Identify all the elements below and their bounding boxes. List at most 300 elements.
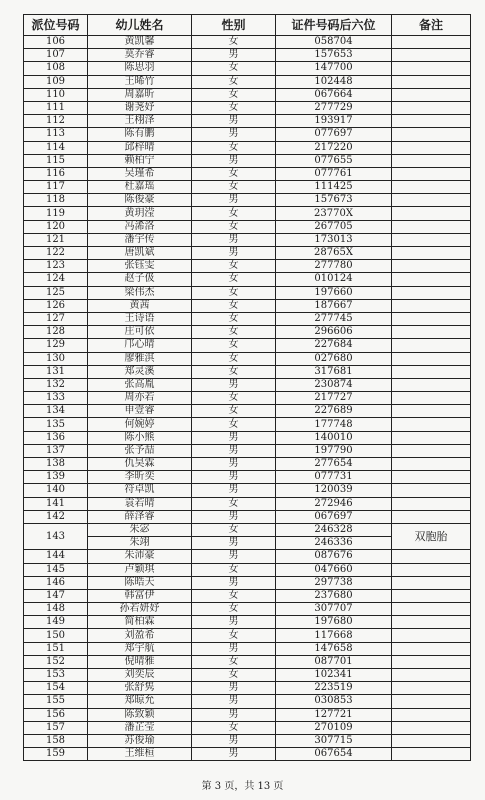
table-row <box>24 194 471 207</box>
gender: 女 <box>192 101 276 114</box>
id-last-six: 077731 <box>276 471 392 484</box>
gender: 男 <box>192 576 276 589</box>
table-row <box>24 207 471 220</box>
table-row <box>24 642 471 655</box>
lottery-number: 140 <box>24 484 88 497</box>
remark <box>392 616 471 629</box>
remark <box>392 629 471 642</box>
table-row <box>24 365 471 378</box>
remark <box>392 194 471 207</box>
remark <box>392 748 471 761</box>
gender: 男 <box>192 458 276 471</box>
gender: 男 <box>192 247 276 260</box>
remark <box>392 273 471 286</box>
id-last-six: 23770X <box>276 207 392 220</box>
remark <box>392 471 471 484</box>
remark <box>392 431 471 444</box>
id-last-six: 177748 <box>276 418 392 431</box>
remark <box>392 352 471 365</box>
id-last-six: 277780 <box>276 260 392 273</box>
id-last-six: 277745 <box>276 312 392 325</box>
child-name: 王维桓 <box>88 748 192 761</box>
child-name: 黄凯馨 <box>88 36 192 49</box>
child-name: 韩富伊 <box>88 589 192 602</box>
gender: 男 <box>192 550 276 563</box>
gender: 女 <box>192 207 276 220</box>
remark <box>392 563 471 576</box>
child-name: 卢颖琪 <box>88 563 192 576</box>
lottery-number: 109 <box>24 75 88 88</box>
lottery-number: 138 <box>24 458 88 471</box>
table-header-row <box>24 15 471 36</box>
table-row <box>24 563 471 576</box>
table-row <box>24 471 471 484</box>
lottery-number: 111 <box>24 101 88 114</box>
id-last-six: 120039 <box>276 484 392 497</box>
id-last-six: 030853 <box>276 695 392 708</box>
table-row <box>24 431 471 444</box>
table-row <box>24 550 471 563</box>
child-name: 陈有鹏 <box>88 128 192 141</box>
gender: 女 <box>192 523 276 536</box>
id-last-six: 28765X <box>276 247 392 260</box>
id-last-six: 197680 <box>276 616 392 629</box>
table-row <box>24 444 471 457</box>
remark <box>392 260 471 273</box>
id-last-six: 246336 <box>276 537 392 550</box>
table-row <box>24 233 471 246</box>
remark <box>392 576 471 589</box>
lottery-number: 128 <box>24 326 88 339</box>
gender: 女 <box>192 220 276 233</box>
lottery-number: 148 <box>24 603 88 616</box>
remark <box>392 115 471 128</box>
id-last-six: 058704 <box>276 36 392 49</box>
lottery-number: 122 <box>24 247 88 260</box>
id-last-six: 102448 <box>276 75 392 88</box>
gender: 女 <box>192 273 276 286</box>
child-name: 薛泽睿 <box>88 510 192 523</box>
id-last-six: 173013 <box>276 233 392 246</box>
lottery-number: 115 <box>24 154 88 167</box>
child-name: 郑灵溪 <box>88 365 192 378</box>
remark <box>392 405 471 418</box>
id-last-six: 111425 <box>276 181 392 194</box>
remark <box>392 36 471 49</box>
child-name: 陈致颖 <box>88 708 192 721</box>
table-row <box>24 312 471 325</box>
table-row <box>24 616 471 629</box>
gender: 女 <box>192 563 276 576</box>
header-remarks: 备注 <box>392 15 471 36</box>
lottery-number: 129 <box>24 339 88 352</box>
remark <box>392 247 471 260</box>
lottery-number: 114 <box>24 141 88 154</box>
lottery-number: 121 <box>24 233 88 246</box>
page-footer: 第 3 页，共 13 页 <box>201 781 284 792</box>
table-row <box>24 748 471 761</box>
child-name: 邱梓晴 <box>88 141 192 154</box>
table-row <box>24 286 471 299</box>
gender: 女 <box>192 62 276 75</box>
child-name: 李昕奕 <box>88 471 192 484</box>
remark <box>392 734 471 747</box>
table-row <box>24 603 471 616</box>
gender: 女 <box>192 36 276 49</box>
id-last-six: 267705 <box>276 220 392 233</box>
id-last-six: 067664 <box>276 88 392 101</box>
child-name: 袁若晴 <box>88 497 192 510</box>
remark <box>392 167 471 180</box>
lottery-number: 145 <box>24 563 88 576</box>
gender: 男 <box>192 378 276 391</box>
child-name: 廖雅淇 <box>88 352 192 365</box>
lottery-number: 139 <box>24 471 88 484</box>
lottery-number: 131 <box>24 365 88 378</box>
table-row <box>24 523 471 536</box>
child-name: 符卓凯 <box>88 484 192 497</box>
remark <box>392 154 471 167</box>
child-name: 郑宇航 <box>88 642 192 655</box>
gender: 女 <box>192 629 276 642</box>
table-row <box>24 695 471 708</box>
child-name: 陈晧天 <box>88 576 192 589</box>
lottery-number: 149 <box>24 616 88 629</box>
gender: 女 <box>192 589 276 602</box>
gender: 女 <box>192 392 276 405</box>
enrollment-table <box>23 14 471 761</box>
remark <box>392 510 471 523</box>
gender: 女 <box>192 352 276 365</box>
table-row <box>24 115 471 128</box>
id-last-six: 077655 <box>276 154 392 167</box>
child-name: 仇昊霖 <box>88 458 192 471</box>
lottery-number: 110 <box>24 88 88 101</box>
table-row <box>24 181 471 194</box>
gender: 男 <box>192 154 276 167</box>
table-row <box>24 682 471 695</box>
id-last-six: 230874 <box>276 378 392 391</box>
child-name: 苏俊瑜 <box>88 734 192 747</box>
child-name: 张舒隽 <box>88 682 192 695</box>
remark <box>392 392 471 405</box>
id-last-six: 297738 <box>276 576 392 589</box>
lottery-number: 157 <box>24 721 88 734</box>
remark <box>392 655 471 668</box>
id-last-six: 187667 <box>276 299 392 312</box>
lottery-number: 117 <box>24 181 88 194</box>
remark <box>392 75 471 88</box>
child-name: 黄玥滢 <box>88 207 192 220</box>
gender: 男 <box>192 444 276 457</box>
table-row <box>24 378 471 391</box>
child-name: 陈思羽 <box>88 62 192 75</box>
id-last-six: 067654 <box>276 748 392 761</box>
gender: 男 <box>192 616 276 629</box>
id-last-six: 317681 <box>276 365 392 378</box>
table-row <box>24 75 471 88</box>
gender: 女 <box>192 669 276 682</box>
gender: 男 <box>192 128 276 141</box>
table-row <box>24 141 471 154</box>
gender: 女 <box>192 655 276 668</box>
table-row <box>24 167 471 180</box>
lottery-number: 141 <box>24 497 88 510</box>
child-name: 张钰雯 <box>88 260 192 273</box>
table-row <box>24 576 471 589</box>
child-name: 庄可依 <box>88 326 192 339</box>
lottery-number: 130 <box>24 352 88 365</box>
gender: 女 <box>192 260 276 273</box>
remark <box>392 418 471 431</box>
table-row <box>24 220 471 233</box>
lottery-number: 126 <box>24 299 88 312</box>
id-last-six: 246328 <box>276 523 392 536</box>
gender: 女 <box>192 286 276 299</box>
lottery-number: 106 <box>24 36 88 49</box>
id-last-six: 227689 <box>276 405 392 418</box>
header-lottery-number: 派位号码 <box>24 15 88 36</box>
table-row <box>24 497 471 510</box>
child-name: 朱沛豪 <box>88 550 192 563</box>
gender: 男 <box>192 233 276 246</box>
child-name: 梁伟杰 <box>88 286 192 299</box>
table-row <box>24 405 471 418</box>
child-name: 赖柏宁 <box>88 154 192 167</box>
id-last-six: 277729 <box>276 101 392 114</box>
gender: 女 <box>192 141 276 154</box>
child-name: 王栩泽 <box>88 115 192 128</box>
remark <box>392 299 471 312</box>
table-row <box>24 154 471 167</box>
child-name: 潘宇传 <box>88 233 192 246</box>
child-name: 吴瑾希 <box>88 167 192 180</box>
lottery-number: 107 <box>24 49 88 62</box>
gender: 男 <box>192 510 276 523</box>
remark <box>392 220 471 233</box>
table-row <box>24 339 471 352</box>
remark <box>392 365 471 378</box>
id-last-six: 272946 <box>276 497 392 510</box>
child-name: 张高胤 <box>88 378 192 391</box>
table-row <box>24 734 471 747</box>
child-name: 莫乔睿 <box>88 49 192 62</box>
id-last-six: 197660 <box>276 286 392 299</box>
remark <box>392 339 471 352</box>
child-name: 孙若妍妤 <box>88 603 192 616</box>
table-row <box>24 669 471 682</box>
table-row <box>24 418 471 431</box>
gender: 女 <box>192 88 276 101</box>
gender: 女 <box>192 603 276 616</box>
gender: 男 <box>192 194 276 207</box>
child-name: 唐凯斌 <box>88 247 192 260</box>
gender: 男 <box>192 695 276 708</box>
gender: 男 <box>192 708 276 721</box>
child-name: 王晞竹 <box>88 75 192 88</box>
child-name: 陈俊豪 <box>88 194 192 207</box>
child-name: 倪晴雅 <box>88 655 192 668</box>
child-name: 赵子伋 <box>88 273 192 286</box>
id-last-six: 277654 <box>276 458 392 471</box>
remark <box>392 62 471 75</box>
child-name: 黄茜 <box>88 299 192 312</box>
id-last-six: 157653 <box>276 49 392 62</box>
lottery-number: 108 <box>24 62 88 75</box>
lottery-number: 113 <box>24 128 88 141</box>
child-name: 潘芷莹 <box>88 721 192 734</box>
remark <box>392 695 471 708</box>
id-last-six: 227684 <box>276 339 392 352</box>
table-row <box>24 49 471 62</box>
gender: 男 <box>192 484 276 497</box>
id-last-six: 223519 <box>276 682 392 695</box>
id-last-six: 307707 <box>276 603 392 616</box>
child-name: 谢荛妤 <box>88 101 192 114</box>
remark <box>392 326 471 339</box>
lottery-number: 119 <box>24 207 88 220</box>
remark <box>392 550 471 563</box>
lottery-number: 112 <box>24 115 88 128</box>
gender: 男 <box>192 537 276 550</box>
id-last-six: 193917 <box>276 115 392 128</box>
id-last-six: 217220 <box>276 141 392 154</box>
id-last-six: 047660 <box>276 563 392 576</box>
lottery-number: 137 <box>24 444 88 457</box>
gender: 女 <box>192 365 276 378</box>
remark <box>392 497 471 510</box>
lottery-number: 127 <box>24 312 88 325</box>
gender: 男 <box>192 682 276 695</box>
lottery-number: 142 <box>24 510 88 523</box>
lottery-number: 136 <box>24 431 88 444</box>
table-row <box>24 708 471 721</box>
gender: 男 <box>192 748 276 761</box>
child-name: 张予喆 <box>88 444 192 457</box>
child-name: 申壹睿 <box>88 405 192 418</box>
table-row <box>24 352 471 365</box>
child-name: 朱翊 <box>88 537 192 550</box>
id-last-six: 307715 <box>276 734 392 747</box>
remark <box>392 286 471 299</box>
remark <box>392 181 471 194</box>
lottery-number: 123 <box>24 260 88 273</box>
gender: 女 <box>192 405 276 418</box>
table-row <box>24 260 471 273</box>
gender: 女 <box>192 75 276 88</box>
child-name: 郑晾允 <box>88 695 192 708</box>
id-last-six: 087676 <box>276 550 392 563</box>
id-last-six: 077761 <box>276 167 392 180</box>
gender: 女 <box>192 312 276 325</box>
lottery-number: 125 <box>24 286 88 299</box>
table-row <box>24 128 471 141</box>
enrollment-table-sheet <box>23 14 470 761</box>
lottery-number: 143 <box>24 523 88 549</box>
table-row <box>24 36 471 49</box>
gender: 男 <box>192 734 276 747</box>
table-row <box>24 392 471 405</box>
lottery-number: 146 <box>24 576 88 589</box>
remark <box>392 682 471 695</box>
child-name: 朱宓 <box>88 523 192 536</box>
table-row <box>24 629 471 642</box>
gender: 女 <box>192 497 276 510</box>
gender: 女 <box>192 418 276 431</box>
lottery-number: 134 <box>24 405 88 418</box>
lottery-number: 124 <box>24 273 88 286</box>
table-row <box>24 458 471 471</box>
gender: 男 <box>192 642 276 655</box>
lottery-number: 147 <box>24 589 88 602</box>
remark <box>392 458 471 471</box>
id-last-six: 197790 <box>276 444 392 457</box>
lottery-number: 150 <box>24 629 88 642</box>
lottery-number: 156 <box>24 708 88 721</box>
lottery-number: 152 <box>24 655 88 668</box>
child-name: 陈小熊 <box>88 431 192 444</box>
id-last-six: 147700 <box>276 62 392 75</box>
table-row <box>24 655 471 668</box>
lottery-number: 144 <box>24 550 88 563</box>
lottery-number: 155 <box>24 695 88 708</box>
id-last-six: 147658 <box>276 642 392 655</box>
child-name: 王诗语 <box>88 312 192 325</box>
table-row <box>24 484 471 497</box>
gender: 男 <box>192 471 276 484</box>
remark <box>392 721 471 734</box>
gender: 男 <box>192 431 276 444</box>
table-row <box>24 62 471 75</box>
table-row <box>24 247 471 260</box>
gender: 女 <box>192 181 276 194</box>
lottery-number: 116 <box>24 167 88 180</box>
remark <box>392 233 471 246</box>
id-last-six: 127721 <box>276 708 392 721</box>
id-last-six: 296606 <box>276 326 392 339</box>
lottery-number: 151 <box>24 642 88 655</box>
lottery-number: 135 <box>24 418 88 431</box>
remark <box>392 669 471 682</box>
remark <box>392 207 471 220</box>
id-last-six: 087701 <box>276 655 392 668</box>
child-name: 刘盈希 <box>88 629 192 642</box>
header-child-name: 幼儿姓名 <box>88 15 192 36</box>
header-gender: 性别 <box>192 15 276 36</box>
lottery-number: 118 <box>24 194 88 207</box>
lottery-number: 153 <box>24 669 88 682</box>
id-last-six: 067697 <box>276 510 392 523</box>
id-last-six: 027680 <box>276 352 392 365</box>
child-name: 冯浠洛 <box>88 220 192 233</box>
lottery-number: 133 <box>24 392 88 405</box>
id-last-six: 217727 <box>276 392 392 405</box>
child-name: 邝心晴 <box>88 339 192 352</box>
lottery-number: 132 <box>24 378 88 391</box>
remark <box>392 378 471 391</box>
remark <box>392 88 471 101</box>
id-last-six: 010124 <box>276 273 392 286</box>
table-row <box>24 721 471 734</box>
table-body <box>24 36 471 761</box>
lottery-number: 154 <box>24 682 88 695</box>
remark <box>392 141 471 154</box>
child-name: 杜嘉瑶 <box>88 181 192 194</box>
remark <box>392 642 471 655</box>
table-row <box>24 273 471 286</box>
remark <box>392 101 471 114</box>
child-name: 简柏霖 <box>88 616 192 629</box>
